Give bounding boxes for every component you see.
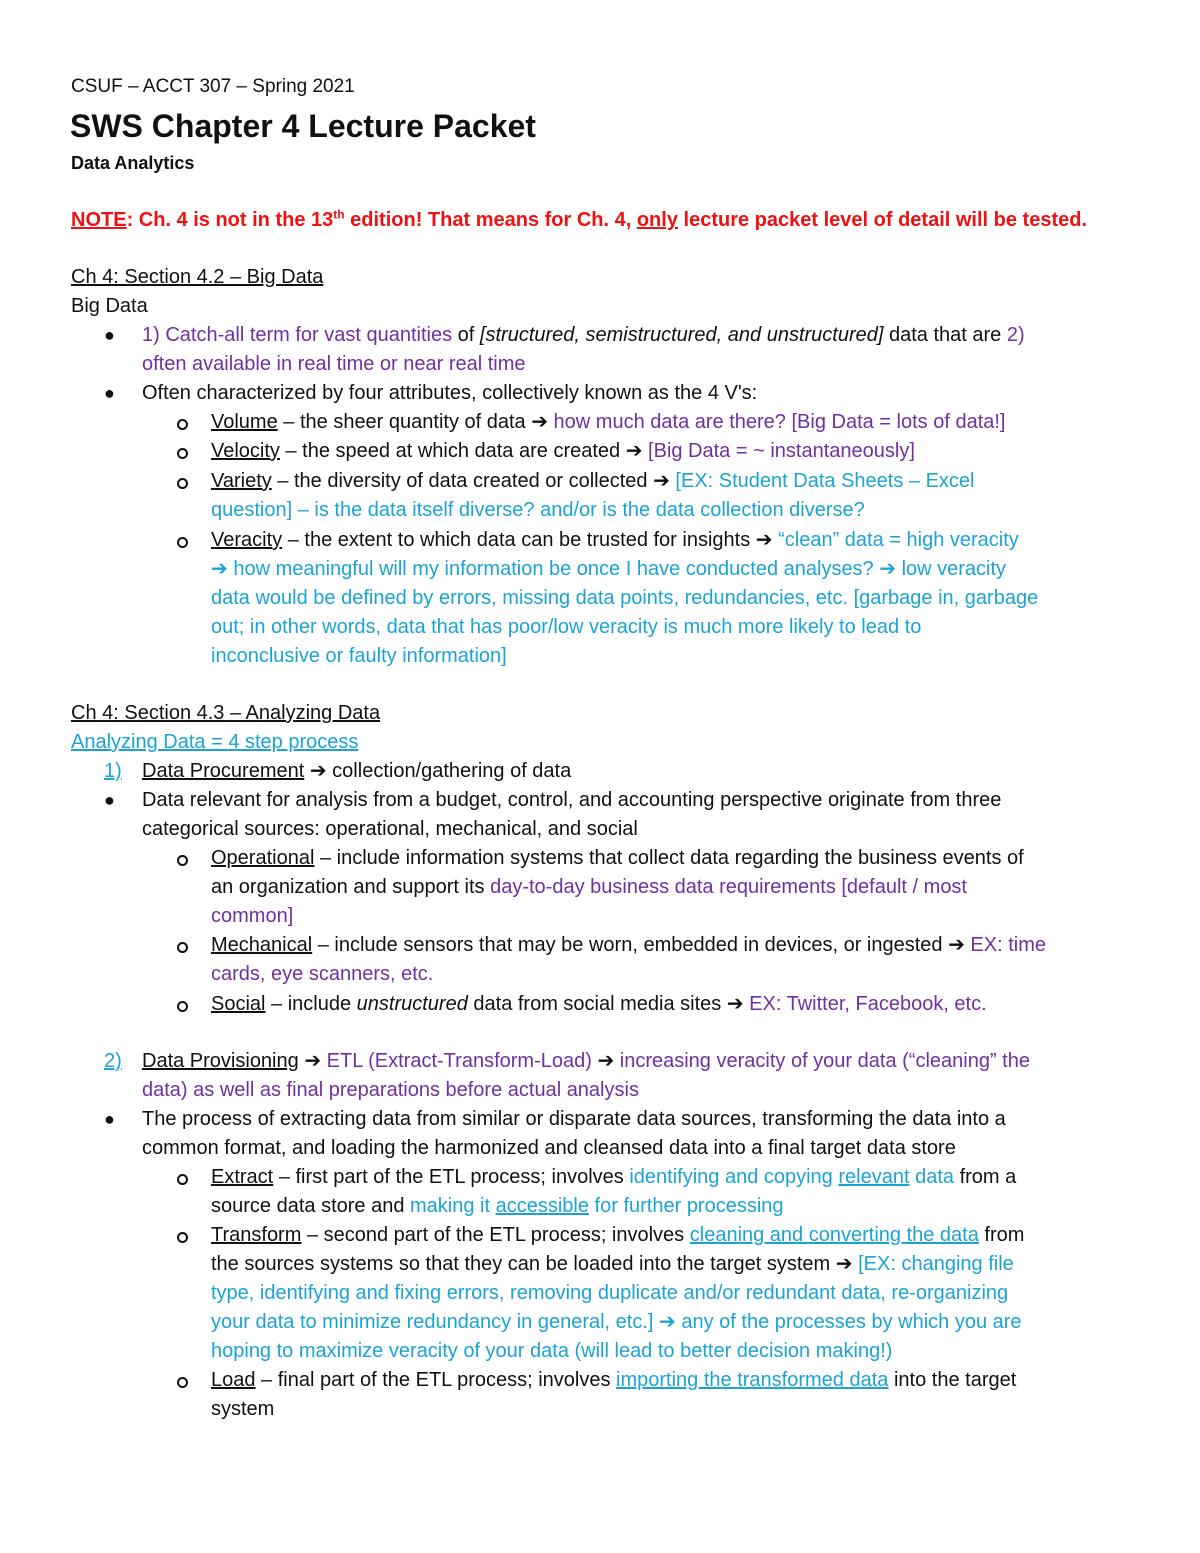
circle-bullet-icon bbox=[177, 419, 188, 430]
operational-line3: common] bbox=[211, 905, 294, 927]
big-data-def-line2: often available in real time or near real time bbox=[142, 353, 526, 375]
veracity-line1: Veracity – the extent to which data can be trusted for insights ➔ “clean” data = high veracity bbox=[211, 529, 1019, 551]
note-line: NOTE: Ch. 4 is not in the 13th edition! That means for Ch. 4, only lecture packet level of detail will be tested. bbox=[71, 207, 1088, 231]
four-vs-intro: Often characterized by four attributes, collectively known as the 4 V's: bbox=[142, 382, 758, 404]
arrow-icon: ➔ bbox=[948, 934, 965, 956]
load-line1: Load – final part of the ETL process; involves importing the transformed data into the target bbox=[211, 1369, 1017, 1391]
bullet-icon: ● bbox=[104, 325, 115, 345]
note-only: only bbox=[636, 209, 678, 231]
veracity-line2: ➔ how meaningful will my information be once I have conducted analyses? ➔ low veracity bbox=[211, 558, 1007, 580]
procurement-bullet-line1: Data relevant for analysis from a budget, control, and accounting perspective originate from three bbox=[142, 789, 1002, 811]
page-subtitle: Data Analytics bbox=[71, 153, 195, 173]
course-header: CSUF – ACCT 307 – Spring 2021 bbox=[71, 76, 355, 97]
bullet-icon: ● bbox=[104, 1109, 115, 1129]
circle-bullet-icon bbox=[177, 478, 188, 489]
load-line2: system bbox=[211, 1398, 275, 1420]
circle-bullet-icon bbox=[177, 942, 188, 953]
transform-line5: hoping to maximize veracity of your data (will lead to better decision making!) bbox=[211, 1340, 893, 1362]
analyzing-data-process: Analyzing Data = 4 step process bbox=[71, 731, 359, 753]
page-title: SWS Chapter 4 Lecture Packet bbox=[70, 108, 536, 144]
transform-line1: Transform – second part of the ETL process; involves cleaning and converting the data from bbox=[211, 1224, 1025, 1246]
circle-bullet-icon bbox=[177, 1001, 188, 1012]
arrow-icon: ➔ bbox=[625, 440, 643, 462]
procurement-bullet-line2: categorical sources: operational, mechanical, and social bbox=[142, 818, 638, 840]
bullet-icon: ● bbox=[104, 383, 115, 403]
bullet-icon: ● bbox=[104, 790, 115, 810]
circle-bullet-icon bbox=[177, 448, 188, 459]
extract-line2: source data store and making it accessible for further processing bbox=[211, 1195, 784, 1217]
transform-line4: your data to minimize redundancy in general, etc.] ➔ any of the processes by which you are bbox=[211, 1311, 1022, 1333]
circle-bullet-icon bbox=[177, 537, 188, 548]
variety-line1: Variety – the diversity of data created or collected ➔ [EX: Student Data Sheets – Excel bbox=[211, 470, 975, 492]
provisioning-bullet-line1: The process of extracting data from similar or disparate data sources, transforming the data into a bbox=[142, 1108, 1006, 1130]
transform-line2: the sources systems so that they can be loaded into the target system ➔ [EX: changing file bbox=[211, 1253, 1014, 1275]
mechanical-line2: cards, eye scanners, etc. bbox=[211, 963, 434, 985]
step-2-line2: data) as well as final preparations before actual analysis bbox=[142, 1079, 639, 1101]
arrow-icon: ➔ bbox=[879, 558, 897, 580]
operational-line2: an organization and support its day-to-day business data requirements [default / most bbox=[211, 876, 967, 898]
arrow-icon: ➔ bbox=[309, 760, 327, 782]
veracity-line5: inconclusive or faulty information] bbox=[211, 645, 507, 667]
arrow-icon: ➔ bbox=[659, 1311, 676, 1333]
step-2-line1: 2) Data Provisioning ➔ ETL (Extract-Transform-Load) ➔ increasing veracity of your data (“cleaning” the bbox=[104, 1050, 1030, 1072]
arrow-icon: ➔ bbox=[531, 411, 548, 433]
note-label: NOTE bbox=[71, 209, 127, 231]
circle-bullet-icon bbox=[177, 1232, 188, 1243]
mechanical-line1: Mechanical – include sensors that may be worn, embedded in devices, or ingested ➔ EX: time bbox=[211, 934, 1046, 956]
arrow-icon: ➔ bbox=[835, 1253, 853, 1275]
veracity-line3: data would be defined by errors, missing data points, redundancies, etc. [garbage in, garbage bbox=[211, 587, 1039, 609]
velocity-line: Velocity – the speed at which data are created ➔ [Big Data = ~ instantaneously] bbox=[211, 440, 915, 462]
circle-bullet-icon bbox=[177, 1377, 188, 1388]
circle-bullet-icon bbox=[177, 1174, 188, 1185]
section-4-3-heading: Ch 4: Section 4.3 – Analyzing Data bbox=[71, 702, 381, 724]
circle-bullet-icon bbox=[177, 855, 188, 866]
big-data-def-line1: 1) Catch-all term for vast quantities of [structured, semistructured, and unstructured] data that are 2) bbox=[142, 324, 1025, 346]
provisioning-bullet-line2: common format, and loading the harmonized and cleansed data into a final target data store bbox=[142, 1137, 956, 1159]
arrow-icon: ➔ bbox=[597, 1050, 615, 1072]
arrow-icon: ➔ bbox=[211, 558, 228, 580]
arrow-icon: ➔ bbox=[755, 529, 773, 551]
transform-line3: type, identifying and fixing errors, removing duplicate and/or redundant data, re-organizing bbox=[211, 1282, 1009, 1304]
arrow-icon: ➔ bbox=[653, 470, 670, 492]
variety-line2: question] – is the data itself diverse? and/or is the data collection diverse? bbox=[211, 499, 865, 521]
social-line: Social – include unstructured data from social media sites ➔ EX: Twitter, Facebook, etc. bbox=[211, 993, 987, 1015]
arrow-icon: ➔ bbox=[726, 993, 744, 1015]
big-data-term: Big Data bbox=[71, 295, 148, 317]
extract-line1: Extract – first part of the ETL process; involves identifying and copying relevant data from a bbox=[211, 1166, 1017, 1188]
section-4-2-heading: Ch 4: Section 4.2 – Big Data bbox=[71, 266, 324, 288]
veracity-line4: out; in other words, data that has poor/low veracity is much more likely to lead to bbox=[211, 616, 922, 638]
operational-line1: Operational – include information systems that collect data regarding the business events of bbox=[211, 847, 1024, 869]
arrow-icon: ➔ bbox=[304, 1050, 322, 1072]
volume-line: Volume – the sheer quantity of data ➔ how much data are there? [Big Data = lots of data!] bbox=[211, 411, 1006, 433]
step-1-line: 1) Data Procurement ➔ collection/gathering of data bbox=[104, 760, 572, 782]
